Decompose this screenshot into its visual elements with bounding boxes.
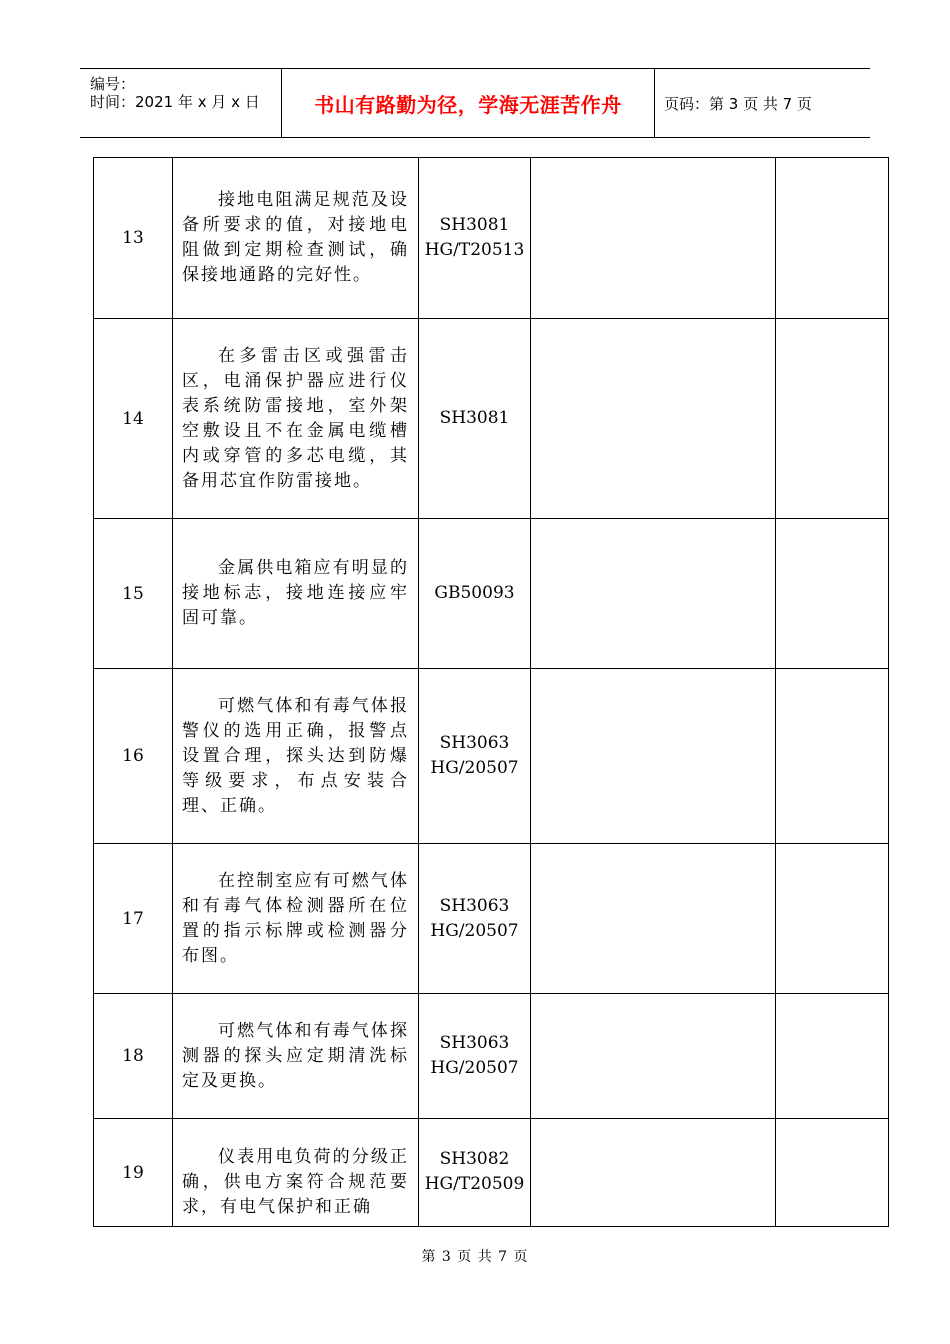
row-number: 18 [94,994,173,1119]
row-empty-cell [531,158,776,319]
row-empty-cell [531,669,776,844]
table-row [94,319,889,519]
row-description: 接地电阻满足规范及设备所要求的值，对接地电阻做到定期检查测试，确保接地通路的完好性。 [173,158,419,319]
row-empty-cell [776,669,889,844]
row-empty-cell [531,994,776,1119]
header-meta [80,69,282,137]
row-standard: SH3082 HG/T20509 [419,1119,531,1227]
header-motto: 书山有路勤为径，学海无涯苦作舟 [282,69,655,137]
row-standard: SH3063 HG/20507 [419,844,531,994]
table-row [94,669,889,844]
header-page-info: 页码：第 3 页 共 7 页 [664,94,812,113]
row-number: 13 [94,158,173,319]
row-description: 仪表用电负荷的分级正确，供电方案符合规范要求，有电气保护和正确 [173,1119,419,1227]
table-row [94,994,889,1119]
table-row [94,1119,889,1227]
row-description: 在多雷击区或强雷击区，电涌保护器应进行仪表系统防雷接地，室外架空敷设且不在金属电缆槽内或穿管的多芯电缆，其备用芯宜作防雷接地。 [173,319,419,519]
page-header [80,68,870,138]
row-standard: SH3063 HG/20507 [419,994,531,1119]
row-number: 14 [94,319,173,519]
page-footer: 第 3 页 共 7 页 [421,1249,529,1265]
row-number: 15 [94,519,173,669]
row-empty-cell [531,844,776,994]
table-row [94,158,889,319]
row-standard: SH3063 HG/20507 [419,669,531,844]
row-description: 可燃气体和有毒气体报警仪的选用正确，报警点设置合理，探头达到防爆等级要求，布点安装合理、正确。 [173,669,419,844]
row-empty-cell [776,994,889,1119]
row-number: 19 [94,1119,173,1227]
row-empty-cell [531,519,776,669]
row-empty-cell [776,1119,889,1227]
row-empty-cell [776,519,889,669]
row-empty-cell [531,319,776,519]
row-number: 16 [94,669,173,844]
row-empty-cell [776,319,889,519]
time-label: 时间：2021 年 x 月 x 日 [90,93,260,111]
code-label: 编号： [90,75,136,93]
table-row [94,844,889,994]
row-empty-cell [776,844,889,994]
row-description: 可燃气体和有毒气体探测器的探头应定期清洗标定及更换。 [173,994,419,1119]
row-standard: SH3081 [419,319,531,519]
row-empty-cell [531,1119,776,1227]
row-empty-cell [776,158,889,319]
row-description: 在控制室应有可燃气体和有毒气体检测器所在位置的指示标牌或检测器分布图。 [173,844,419,994]
table-row [94,519,889,669]
row-standard: GB50093 [419,519,531,669]
row-number: 17 [94,844,173,994]
row-description: 金属供电箱应有明显的接地标志，接地连接应牢固可靠。 [173,519,419,669]
inspection-table [93,157,889,1227]
row-standard: SH3081 HG/T20513 [419,158,531,319]
